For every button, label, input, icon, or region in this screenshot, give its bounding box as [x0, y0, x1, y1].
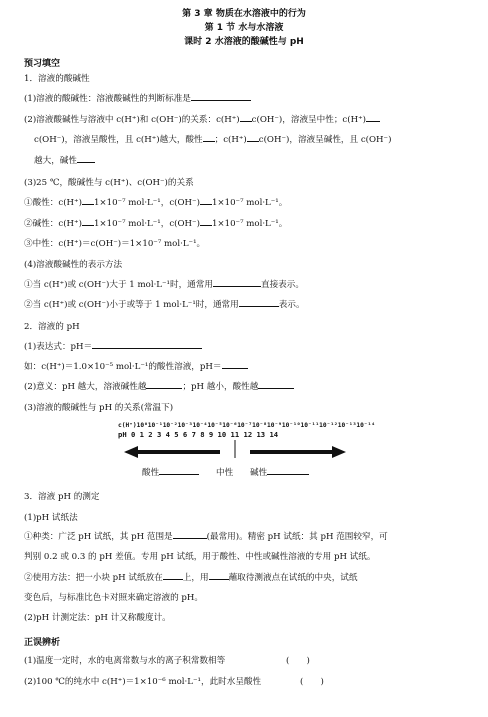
fill-blank[interactable] [191, 92, 251, 101]
text-line: 变色后，与标准比色卡对照来确定溶液的 pH。 [24, 593, 204, 603]
text-line: (1)pH 试纸法 [24, 513, 78, 523]
answer-paren[interactable]: ( ) [300, 677, 324, 687]
fill-blank[interactable] [82, 217, 94, 226]
acid-arrow-icon [124, 446, 220, 458]
text-line: ①当 c(H⁺)或 c(OH⁻)大于 1 mol·L⁻¹时，通常用 直接表示。 [24, 280, 304, 290]
text-line: 如：c(H⁺)＝1.0×10⁻⁵ mol·L⁻¹的酸性溶液，pH＝ [24, 360, 248, 372]
text-line: (2)意义：pH 越大，溶液碱性越 ；pH 越小，酸性越 [24, 380, 294, 392]
text-line: (2)溶液酸碱性与溶液中 c(H⁺)和 c(OH⁻)的关系：c(H⁺) c(OH⁻)，溶液呈中性；c(H⁺) [24, 113, 380, 125]
chapter-title: 第 3 章 物质在水溶液中的行为 [182, 9, 306, 19]
text-line: ①种类：广泛 pH 试纸，其 pH 范围是 (最常用)。精密 pH 试纸：其 pH 范围较窄，可 [24, 532, 388, 542]
text-line: 越大，碱性 [34, 154, 95, 166]
preview-heading: 预习填空 [24, 59, 61, 69]
base-arrow-icon [250, 446, 346, 458]
fill-blank[interactable] [163, 571, 183, 580]
base-label: 碱性 [250, 466, 309, 478]
fill-blank[interactable] [222, 360, 248, 369]
text-line: ③中性：c(H⁺)＝c(OH⁻)＝1×10⁻⁷ mol·L⁻¹。 [24, 239, 206, 249]
fill-blank[interactable] [258, 380, 294, 389]
text-line: (4)溶液酸碱性的表示方法 [24, 260, 123, 270]
fill-blank[interactable] [213, 278, 261, 287]
text-line: (2)pH 计测定法：pH 计又称酸度计。 [24, 613, 171, 623]
fill-blank[interactable] [173, 530, 207, 539]
item-3-heading: 3．溶液 pH 的测定 [24, 492, 100, 502]
text-line: 判别 0.2 或 0.3 的 pH 差值。专用 pH 试纸，用于酸性、中性或碱性溶液的专用 pH 试纸。 [24, 552, 376, 562]
fill-blank[interactable] [92, 340, 202, 349]
fill-blank[interactable] [146, 380, 182, 389]
fill-blank[interactable] [366, 113, 380, 122]
fill-blank[interactable] [200, 217, 212, 226]
neutral-label: 中性 [216, 468, 234, 478]
fill-blank[interactable] [239, 298, 279, 307]
text-line: ②使用方法：把一小块 pH 试纸放在 上，用 蘸取待测液点在试纸的中央，试纸 [24, 573, 358, 583]
fill-blank[interactable] [247, 133, 259, 142]
ch-scale-label: c(H⁺)10⁰10⁻¹10⁻²10⁻³10⁻⁴10⁻⁵10⁻⁶10⁻⁷10⁻⁸10⁻⁹10⁻¹⁰10⁻¹¹10⁻¹²10⁻¹³10⁻¹⁴ [118, 422, 376, 429]
lesson-title: 课时 2 水溶液的酸碱性与 pH [184, 37, 304, 47]
fill-blank[interactable] [77, 154, 95, 163]
judge-item-1: (1)温度一定时，水的电离常数与水的离子积常数相等 [24, 656, 226, 666]
text-line: (1)表达式：pH＝ [24, 340, 202, 352]
judge-heading: 正误辨析 [24, 638, 61, 648]
item-2-heading: 2．溶液的 pH [24, 322, 80, 332]
acid-label: 酸性 [142, 466, 199, 478]
fill-blank[interactable] [203, 133, 215, 142]
ph-scale-arrows [120, 438, 350, 468]
text-line: ①酸性：c(H⁺) 1×10⁻⁷ mol·L⁻¹，c(OH⁻) 1×10⁻⁷ mol·L⁻¹。 [24, 198, 288, 208]
fill-blank[interactable] [209, 571, 229, 580]
text-line: c(OH⁻)，溶液呈酸性，且 c(H⁺)越大，酸性 ；c(H⁺) c(OH⁻)，溶液呈碱性，且 c(OH⁻) [34, 135, 392, 145]
judge-item-2: (2)100 ℃的纯水中 c(H⁺)＝1×10⁻⁶ mol·L⁻¹，此时水呈酸性 [24, 677, 262, 687]
fill-blank[interactable] [82, 196, 94, 205]
section-title: 第 1 节 水与水溶液 [204, 23, 284, 33]
answer-paren[interactable]: ( ) [286, 656, 310, 666]
item-1-heading: 1．溶液的酸碱性 [24, 74, 90, 84]
text-line: ②当 c(H⁺)或 c(OH⁻)小于或等于 1 mol·L⁻¹时，通常用 表示。 [24, 300, 305, 310]
text-line: (3)25 ℃，酸碱性与 c(H⁺)、c(OH⁻)的关系 [24, 178, 194, 188]
fill-blank[interactable] [200, 196, 212, 205]
text-line: (3)溶液的酸碱性与 pH 的关系(常温下) [24, 403, 174, 413]
text-line: ②碱性：c(H⁺) 1×10⁻⁷ mol·L⁻¹，c(OH⁻) 1×10⁻⁷ mol·L⁻¹。 [24, 219, 288, 229]
ph-scale-label: pH 0 1 2 3 4 5 6 7 8 9 10 11 12 13 14 [118, 430, 279, 439]
fill-blank[interactable] [240, 113, 252, 122]
text-line: (1)溶液的酸碱性：溶液酸碱性的判断标准是 [24, 92, 251, 104]
